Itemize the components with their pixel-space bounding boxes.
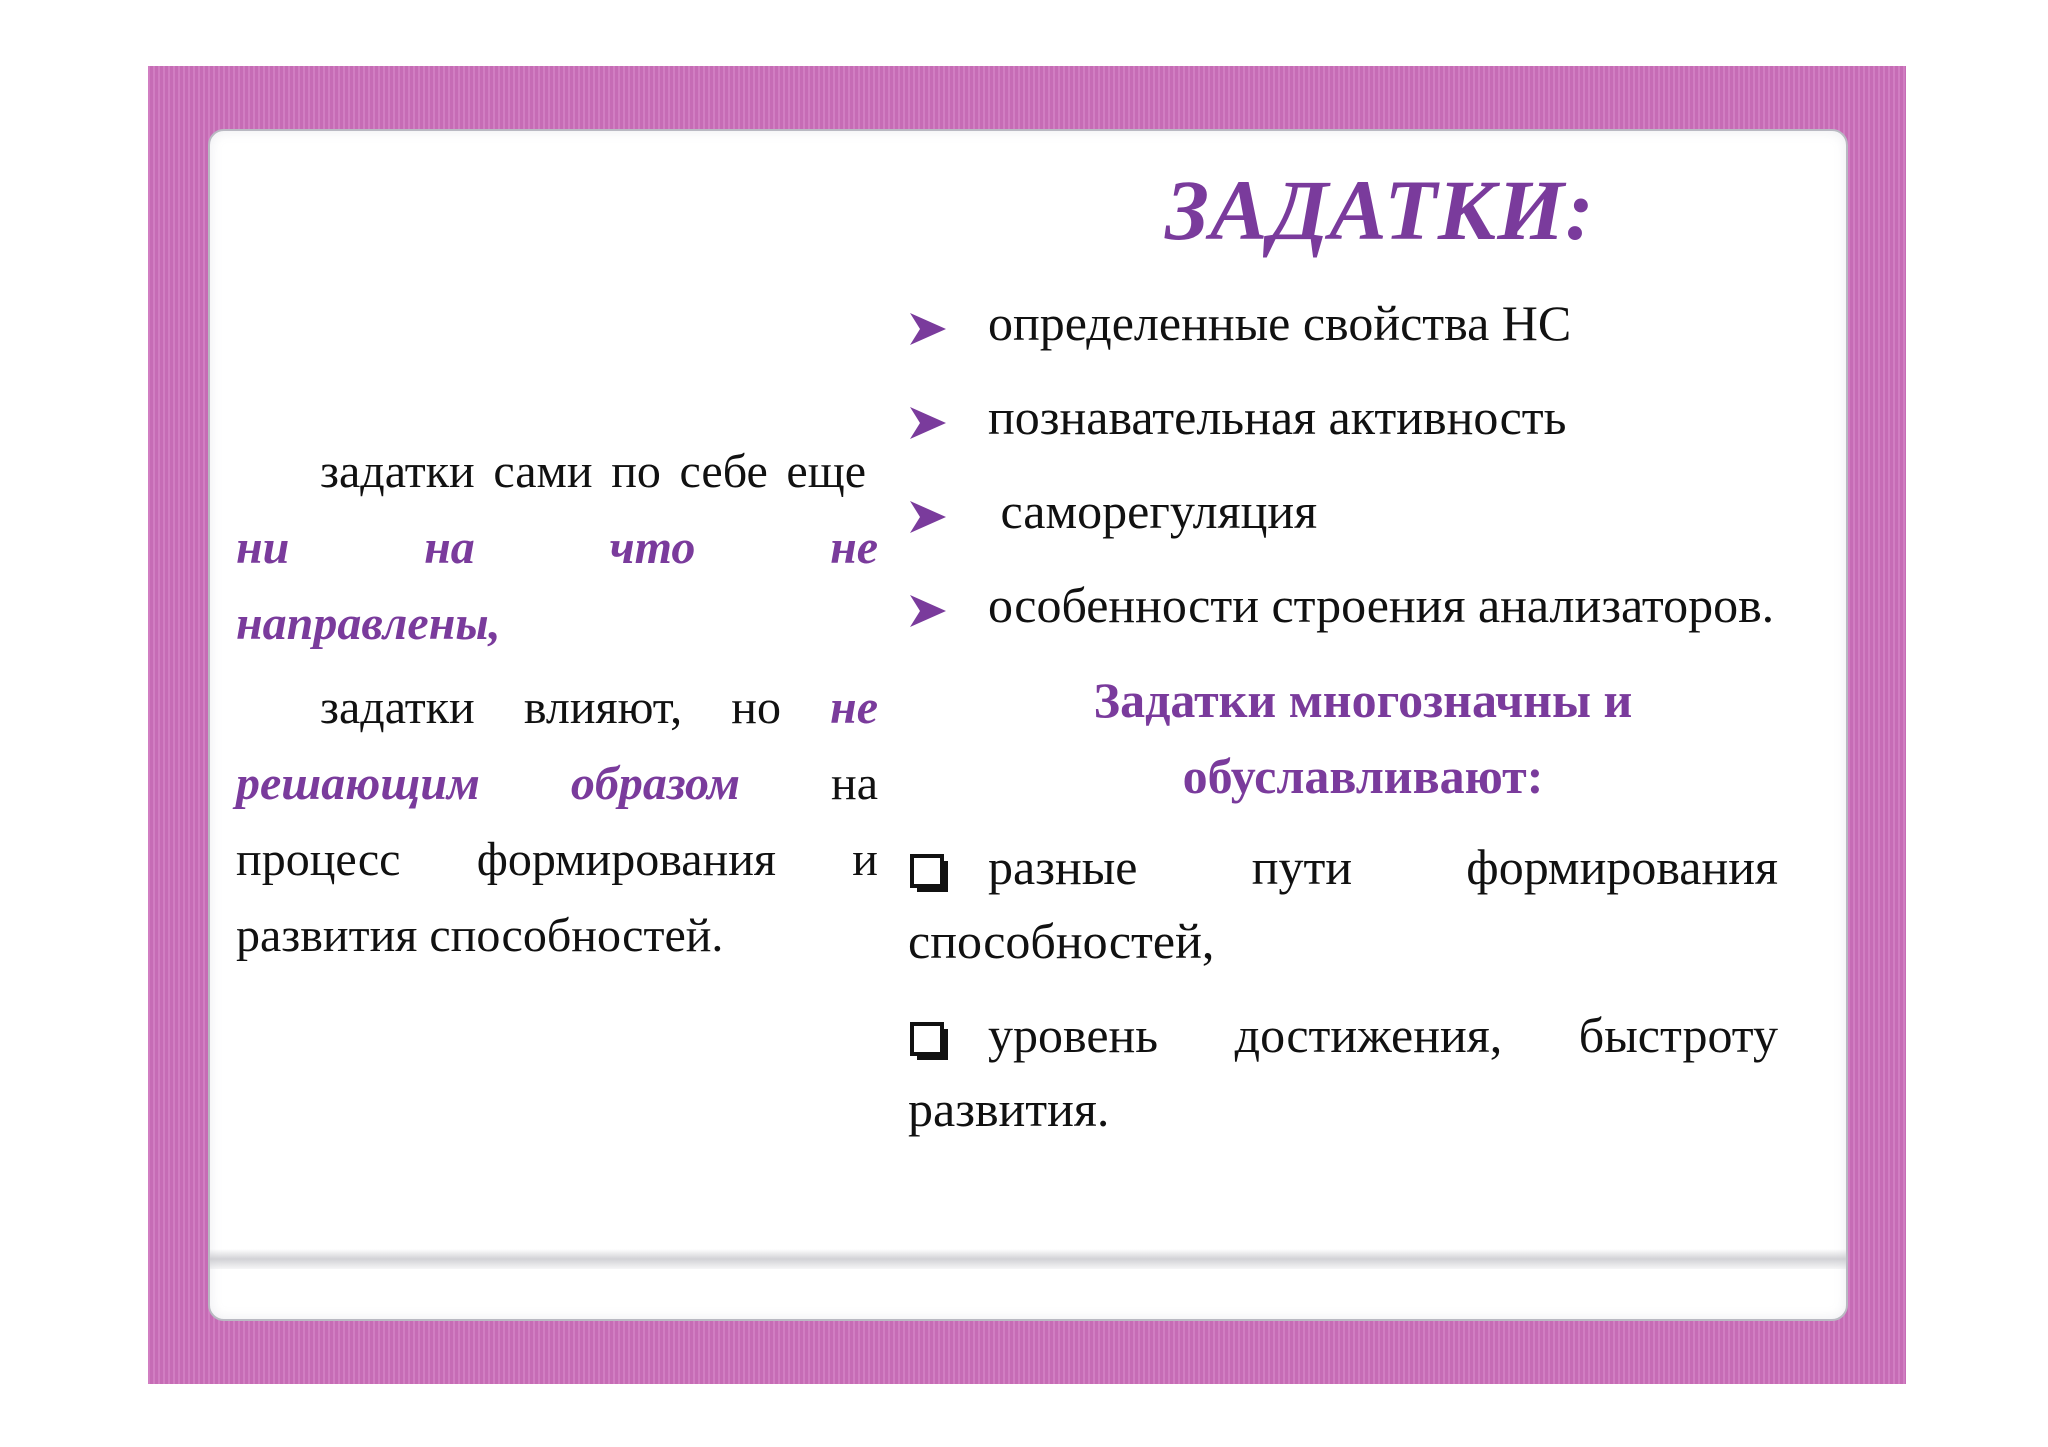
arrowhead-icon [908, 403, 974, 443]
list-item [908, 830, 1778, 978]
left-paragraph-1 [236, 434, 878, 662]
left-p1-em-2: на [424, 521, 475, 574]
left-p1-em-4: не [830, 521, 879, 574]
subheading: Задатки многозначны и обуславливают: [1093, 672, 1633, 804]
list-item-text: разные пути формирования способностей, [908, 839, 1778, 969]
list-item [908, 286, 1778, 360]
list-item-text: уровень достижения, быстроту развития. [908, 1007, 1778, 1137]
list-item [908, 380, 1778, 454]
arrowhead-icon [908, 497, 974, 537]
left-p1-em-3: что [609, 521, 696, 574]
slide-title: ЗАДАТКИ: [1165, 162, 1595, 258]
right-column [908, 286, 1778, 1166]
left-p1-text: задатки сами по себе еще [320, 445, 866, 498]
left-paragraph-2 [236, 670, 878, 974]
list-item [908, 998, 1778, 1146]
left-p2-text-b: на процесс формирования и развития способностей. [236, 757, 878, 962]
list-item-text: особенности строения анализаторов. [988, 577, 1775, 633]
left-text-block [236, 434, 878, 982]
left-p1-em-1: ни [236, 521, 290, 574]
left-p1-em-5: направлены, [236, 597, 501, 650]
arrowhead-icon [908, 591, 974, 631]
checkbox-icon [908, 1020, 974, 1062]
card-footer-band [210, 1249, 1846, 1269]
left-p2-em: не решающим образом [236, 681, 878, 810]
list-item-text: познавательная активность [988, 389, 1567, 445]
list-item-text: саморегуляция [988, 483, 1318, 539]
left-p2-text-a: задатки влияют, но [320, 681, 781, 734]
checkbox-icon [908, 852, 974, 894]
arrowhead-icon [908, 309, 974, 349]
list-item [908, 474, 1778, 548]
list-item [908, 568, 1778, 642]
list-item-text: определенные свойства НС [988, 295, 1572, 351]
